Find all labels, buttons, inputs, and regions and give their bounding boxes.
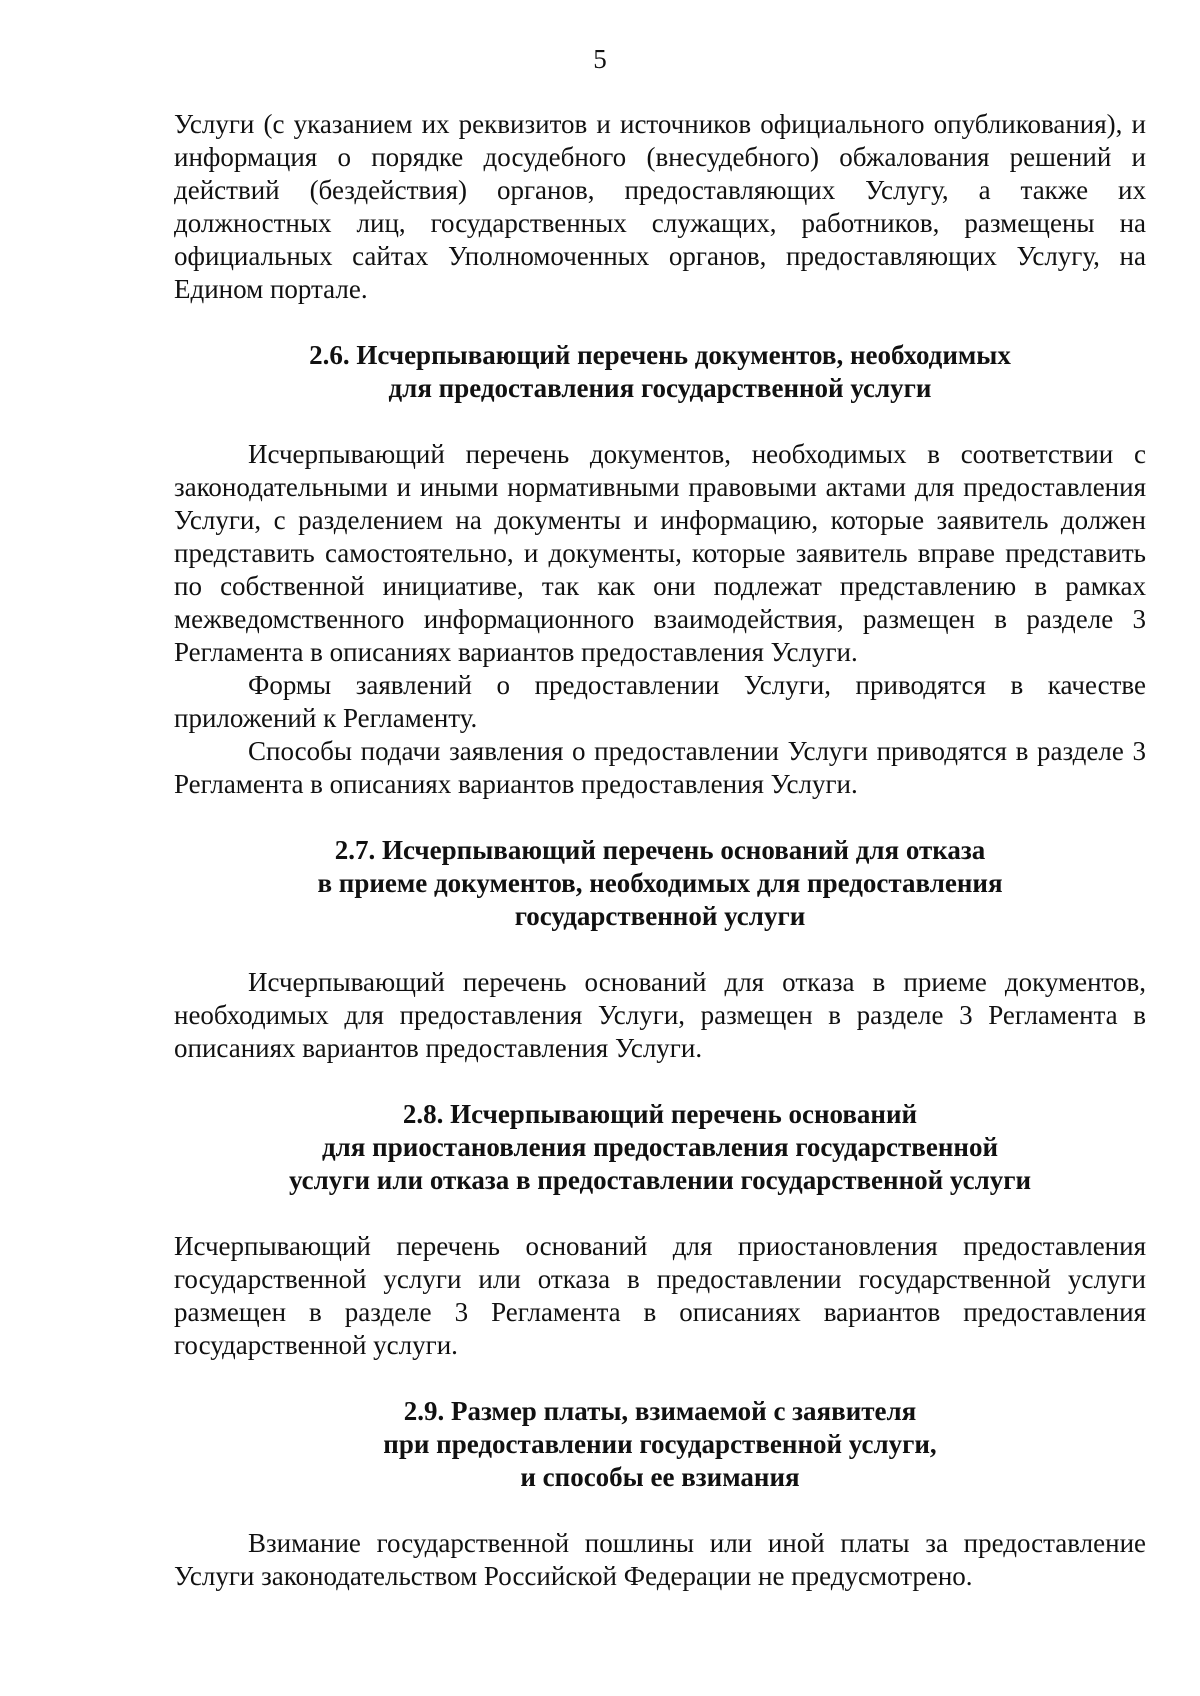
heading-line: 2.7. Исчерпывающий перечень оснований для отказа xyxy=(334,835,986,865)
heading-line: 2.8. Исчерпывающий перечень оснований xyxy=(402,1099,918,1129)
spacer xyxy=(174,801,1146,834)
section-heading-2-7 xyxy=(174,834,1146,933)
section-2-7-paragraph: Исчерпывающий перечень оснований для отказа в приеме документов, необходимых для предоставления Услуги, размещен в разделе 3 Регламента в описаниях вариантов предоставления Услуги. xyxy=(174,967,1146,1063)
section-2-8-paragraph: Исчерпывающий перечень оснований для приостановления предоставления государственной услуги или отказа в предоставлении государственной услуги размещен в разделе 3 Регламента в описаниях вариантов предоставления государственной услуги. xyxy=(174,1231,1146,1360)
heading-line: государственной услуги xyxy=(514,901,806,931)
page-number: 5 xyxy=(593,44,607,74)
heading-line: для приостановления предоставления государственной xyxy=(321,1132,998,1162)
heading-line: и способы ее взимания xyxy=(520,1462,800,1492)
section-2-6-paragraph: Формы заявлений о предоставлении Услуги, приводятся в качестве приложений к Регламенту. xyxy=(174,670,1146,733)
section-2-6-paragraph: Исчерпывающий перечень документов, необходимых в соответствии с законодательными и иными нормативными правовыми актами для предоставления Услуги, с разделением на документы и информацию, которые заявитель должен представить самостоятельно, и документы, которые заявитель вправе представить по собственной инициативе, так как они подлежат представлению в рамках межведомственного информационного взаимодействия, размещен в разделе 3 Регламента в описаниях вариантов предоставления Услуги. xyxy=(174,439,1146,667)
section-heading-2-9 xyxy=(174,1395,1146,1494)
heading-line: услуги или отказа в предоставлении государственной услуги xyxy=(288,1165,1032,1195)
spacer xyxy=(174,1065,1146,1098)
spacer xyxy=(174,1362,1146,1395)
spacer xyxy=(174,933,1146,966)
section-2-6-paragraph: Способы подачи заявления о предоставлении Услуги приводятся в разделе 3 Регламента в описаниях вариантов предоставления Услуги. xyxy=(174,736,1146,799)
heading-line: 2.9. Размер платы, взимаемой с заявителя xyxy=(403,1396,917,1426)
section-2-9-paragraph: Взимание государственной пошлины или иной платы за предоставление Услуги законодательством Российской Федерации не предусмотрено. xyxy=(174,1528,1146,1591)
heading-line: в приеме документов, необходимых для предоставления xyxy=(317,868,1003,898)
heading-line: при предоставлении государственной услуги, xyxy=(383,1429,937,1459)
heading-line: 2.6. Исчерпывающий перечень документов, необходимых xyxy=(309,340,1011,370)
document-body xyxy=(174,108,1146,1593)
spacer xyxy=(174,1197,1146,1230)
spacer xyxy=(174,405,1146,438)
intro-paragraph: Услуги (с указанием их реквизитов и источников официального опубликования), и информация о порядке досудебного (внесудебного) обжалования решений и действий (бездействия) органов, предоставляющих Услугу, а также их должностных лиц, государственных служащих, работников, размещены на официальных сайтах Уполномоченных органов, предоставляющих Услугу, на Едином портале. xyxy=(174,109,1146,304)
section-heading-2-6 xyxy=(174,339,1146,405)
section-heading-2-8 xyxy=(174,1098,1146,1197)
spacer xyxy=(174,1494,1146,1527)
spacer xyxy=(174,306,1146,339)
heading-line: для предоставления государственной услуги xyxy=(388,373,932,403)
